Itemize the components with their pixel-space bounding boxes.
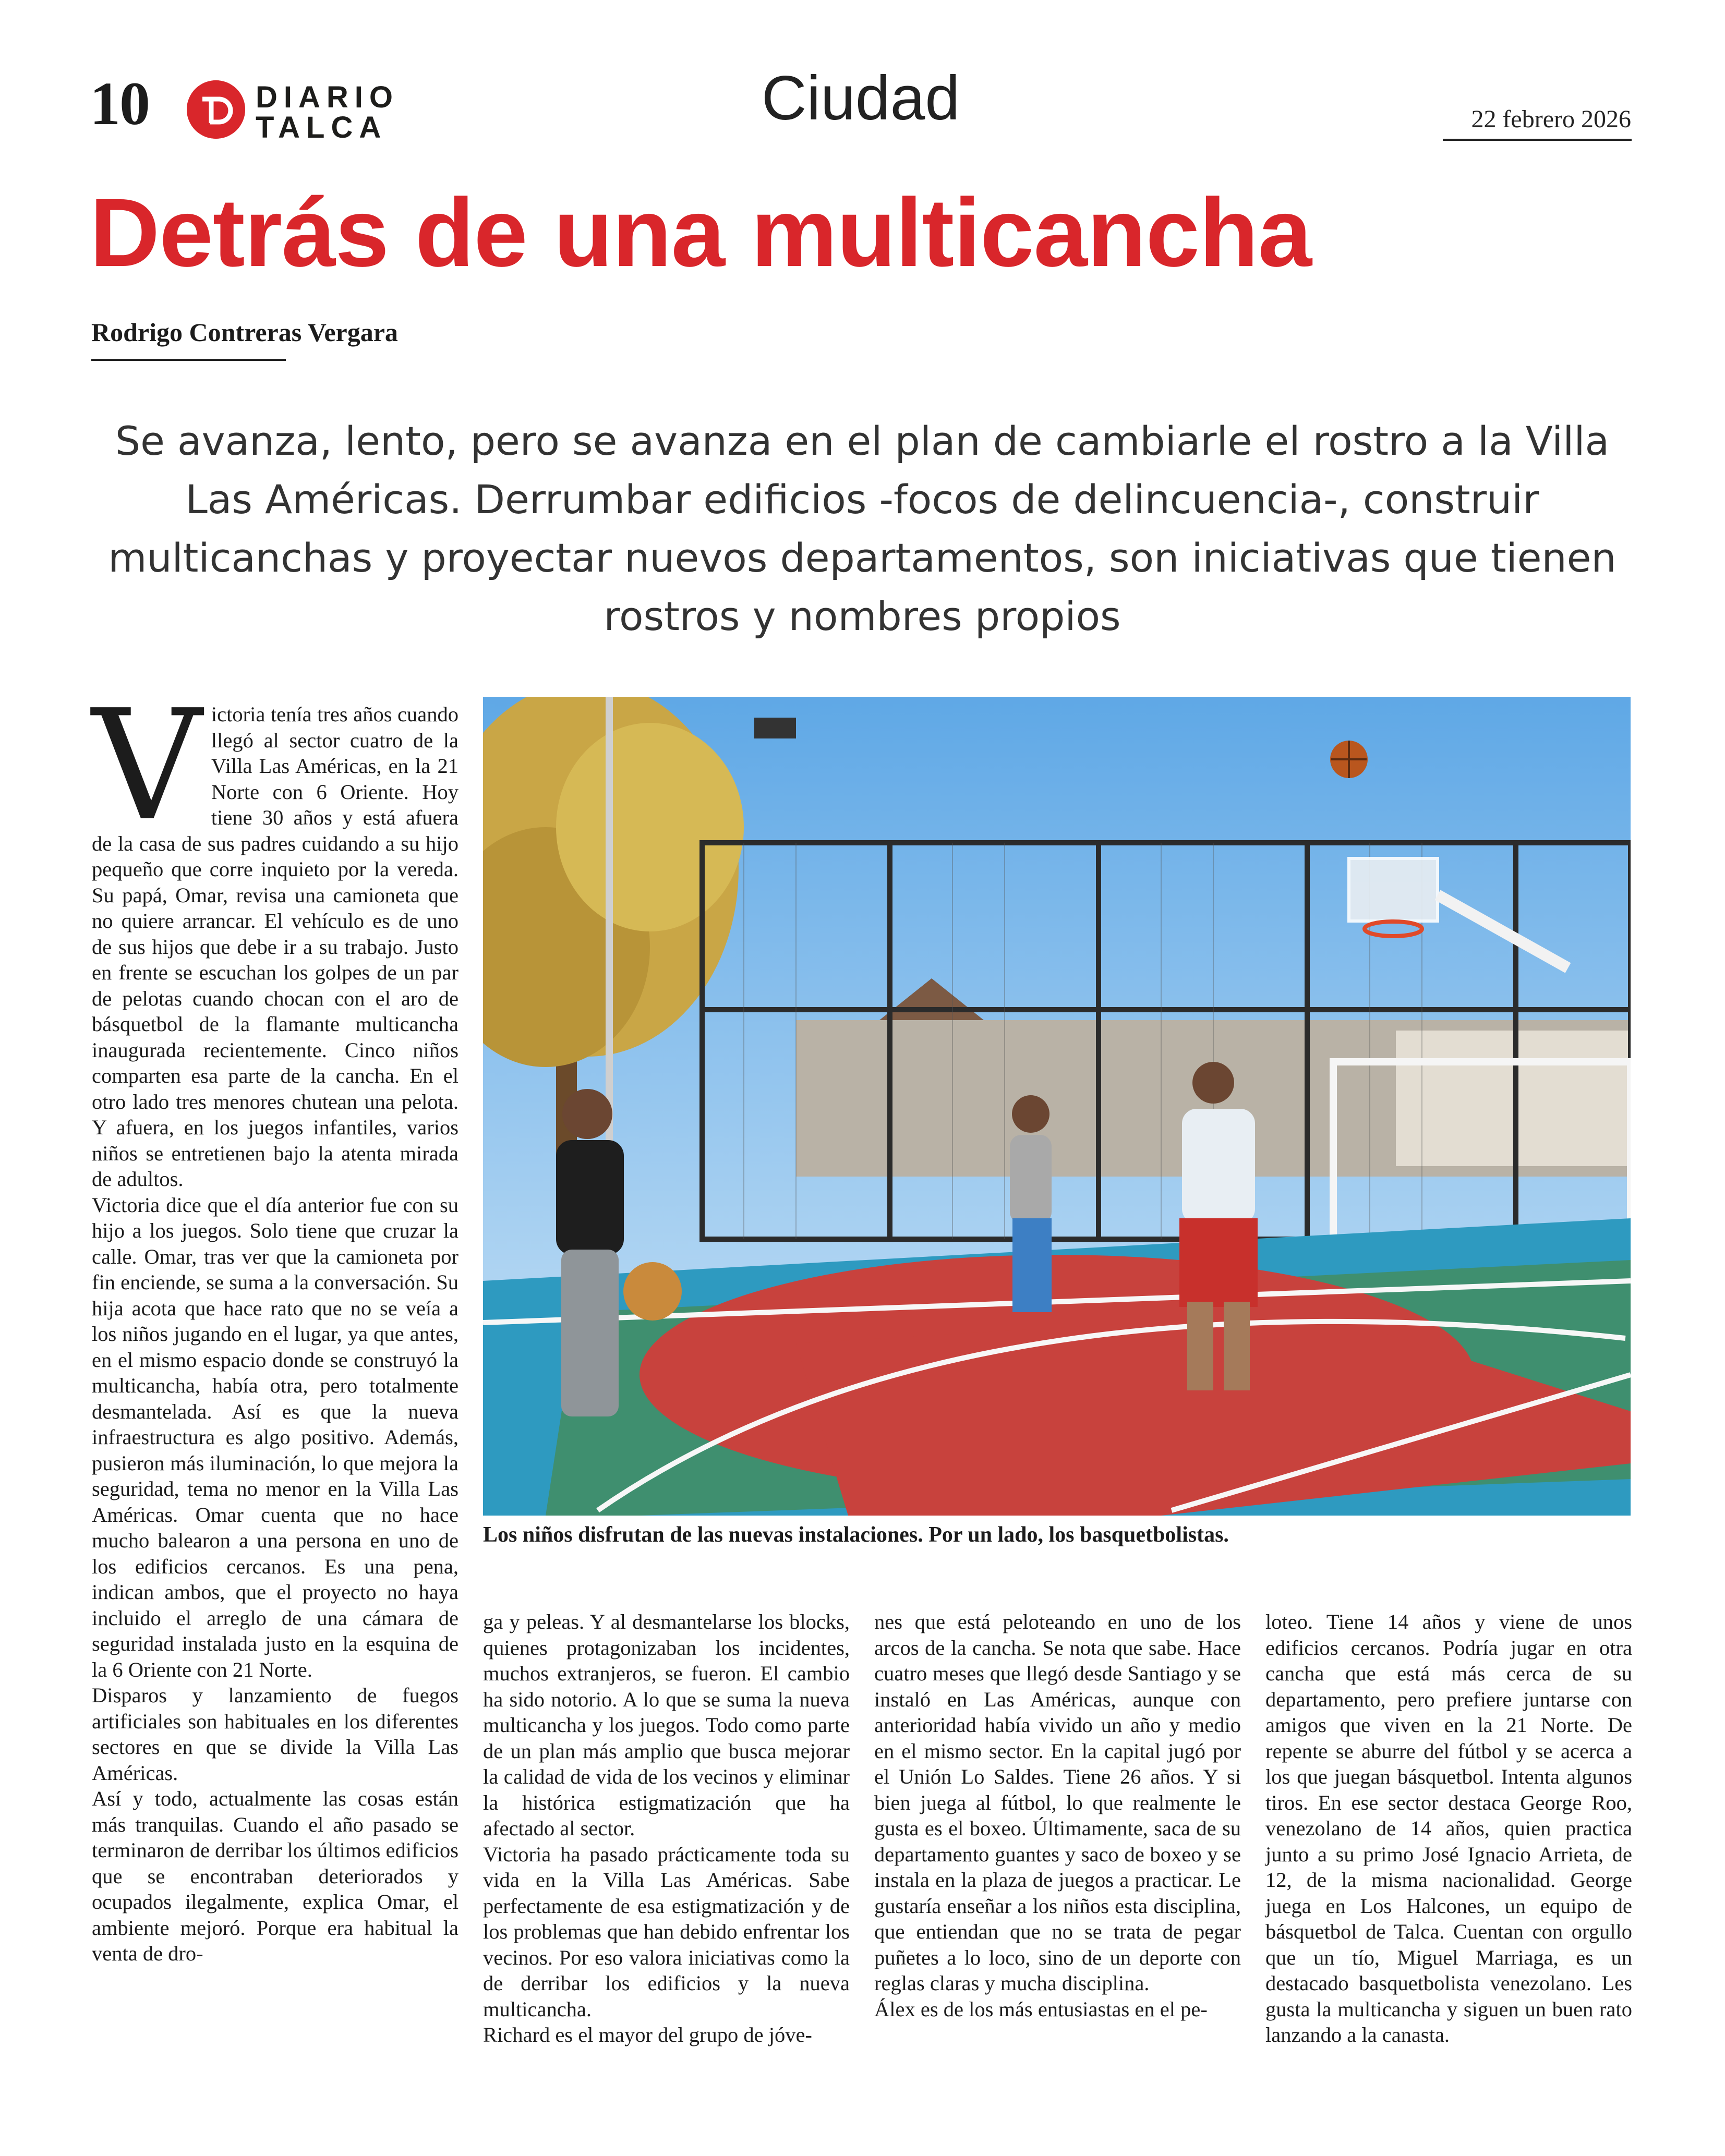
paragraph: Victoria ha pasado prácticamente toda su vida en la Villa Las Américas. Sabe perfectamente de esa estigmatización y de los problemas que han debido enfrentar los vecinos. Por eso valora iniciativas como la de derribar los edificios y la nueva multicancha.	[483, 1842, 850, 2021]
issue-date: 22 febrero 2026	[1471, 105, 1631, 133]
paragraph: Álex es de los más entusiastas en el pe-	[874, 1997, 1208, 2021]
article-column-4	[1265, 1609, 1632, 2048]
drop-cap: V	[92, 677, 202, 854]
logo-word-diario: DIARIO	[256, 80, 399, 114]
byline-underline	[91, 359, 286, 361]
article-column-3	[874, 1609, 1241, 2022]
logo-word-talca: TALCA	[256, 111, 388, 144]
paragraph: nes que está peloteando en uno de los arcos de la cancha. Se nota que sabe. Hace cuatro meses que llegó desde Santiago y se instaló en Las Américas, aunque con anterioridad había vivido un año y medio en el mismo sector. En la capital jugó por el Unión Lo Saldes. Tiene 26 años. Y si bien juega al fútbol, lo que realmente le gusta es el boxeo. Últimamente, saca de su departamento guantes y saco de boxeo y se instala en la plaza de juegos a practicar. Le gustaría enseñar a los niños esta disciplina, que entiendan que no se trata de pegar puñetes a lo loco, sino de un deporte con reglas claras y mucha disciplina.	[874, 1610, 1241, 1995]
date-underline	[1443, 139, 1632, 141]
paragraph: loteo. Tiene 14 años y viene de unos edificios cercanos. Podría jugar en otra cancha que está más cerca de su departamento, pero prefiere juntarse con amigos que viven en la 21 Norte. De repente se aburre del fútbol y se acerca a los que juegan básquetbol. Intenta algunos tiros. En ese sector destaca George Roo, venezolano de 14 años, quien practica junto a su primo José Ignacio Arrieta, de 12, de la misma nacionalidad. George juega en Los Halcones, un equipo de básquetbol de Talca. Cuentan con orgullo que un tío, Miguel Marriaga, es un destacado basquetbolista venezolano. Les gusta la multicancha y siguen un buen rato lanzando a la canasta.	[1265, 1610, 1632, 2046]
paragraph: Así y todo, actualmente las cosas están más tranquilas. Cuando el año pasado se terminaron de derribar los últimos edificios que se encontraban deteriorados y ocupados ilegalmente, explica Omar, el ambiente mejoró. Porque era habitual la venta de dro-	[92, 1787, 459, 1965]
article-column-2	[483, 1609, 850, 2048]
paragraph: ictoria tenía tres años cuando llegó al sector cuatro de la Villa Las Américas, en la 21 Norte con 6 Oriente. Hoy tiene 30 años y está afuera de la casa de sus padres cuidando a su hijo pequeño que corre inquieto por la vereda. Su papá, Omar, revisa una camioneta que no quiere arrancar. El vehículo es de uno de sus hijos que debe ir a su trabajo. Justo en frente se escuchan los golpes de un par de pelotas cuando chocan con el aro de básquetbol de la flamante multicancha inaugurada recientemente. Cinco niños comparten esa parte de la cancha. En el otro lado tres menores chutean una pelota. Y afuera, en los juegos infantiles, varios niños se entretienen bajo la atenta mirada de adultos.	[92, 702, 459, 1191]
headline: Detrás de una multicancha	[90, 179, 1312, 287]
diario-talca-logo	[187, 78, 399, 144]
paragraph: Victoria dice que el día anterior fue con su hijo a los juegos. Solo tiene que cruzar la calle. Omar, tras ver que la camioneta por fin enciende, se suma a la conversación. Su hija acota que hace rato que no se veía a los niños jugando en el lugar, ya que antes, en el mismo espacio donde se construyó la multicancha, había otra, pero totalmente desmantelada. Así es que la nueva infraestructura es algo positivo. Además, pusieron más iluminación, lo que mejora la seguridad, tema no menor en la Villa Las Américas. Omar cuenta que no hace mucho balearon a una persona en uno de los edificios cercanos. Es una pena, indican ambos, que el proyecto no haya incluido el arreglo de una cámara de seguridad instalada justo en la esquina de la 6 Oriente con 21 Norte.	[92, 1193, 459, 1681]
deck-subheading: Se avanza, lento, pero se avanza en el plan de cambiarle el rostro a la Villa Las Américas. Derrumbar edificios -focos de delincuencia-, construir multicanchas y proyectar nuevos departamentos, son iniciativas que tienen rostros y nombres propios	[108, 418, 1617, 639]
basketball-court-photo	[483, 697, 1631, 1516]
logo-badge-icon	[187, 80, 245, 139]
photo-caption: Los niños disfrutan de las nuevas instalaciones. Por un lado, los basquetbolistas.	[483, 1523, 1229, 1547]
section-name: Ciudad	[761, 63, 960, 133]
paragraph: Disparos y lanzamiento de fuegos artificiales son habituales en los diferentes sectores en que se divide la Villa Las Américas.	[92, 1683, 459, 1785]
photo-illustration	[483, 697, 1631, 1516]
page-number: 10	[90, 69, 149, 138]
paragraph: Richard es el mayor del grupo de jóve-	[483, 2023, 812, 2046]
byline: Rodrigo Contreras Vergara	[91, 318, 398, 347]
article-column-1	[92, 677, 459, 1967]
paragraph: ga y peleas. Y al desmantelarse los blocks, quienes protagonizaban los incidentes, muchos extranjeros, se fueron. El cambio ha sido notorio. A lo que se suma la nueva multicancha y los juegos. Todo como parte de un plan más amplio que busca mejorar la calidad de vida de los vecinos y eliminar la histórica estigmatización que ha afectado al sector.	[483, 1610, 850, 1840]
